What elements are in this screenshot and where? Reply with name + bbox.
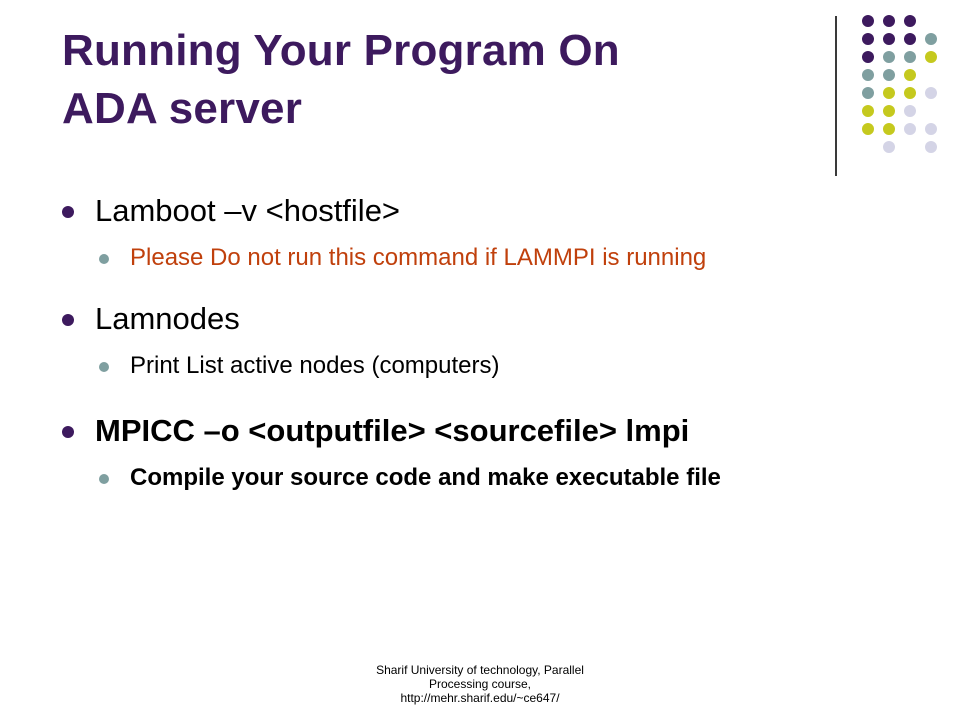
footer-line1: Sharif University of technology, Parallel — [376, 663, 584, 677]
bullet-dot-icon — [99, 254, 109, 264]
sub-bullet-item — [62, 240, 852, 276]
sub-bullet-text: Print List active nodes (computers) — [130, 352, 500, 379]
slide-title-line1: Running Your Program On — [62, 26, 620, 75]
decor-dot — [883, 87, 895, 99]
dot-grid-icon — [854, 15, 946, 155]
decor-dot — [883, 15, 895, 27]
bullet-item — [62, 298, 852, 340]
slide-title-line2: ADA server — [62, 84, 303, 133]
decor-dot — [883, 105, 895, 117]
decor-dot — [904, 15, 916, 27]
decor-dot — [904, 87, 916, 99]
bullet-dot-icon — [62, 426, 74, 438]
bullet-text: Lamboot –v <hostfile> — [95, 193, 401, 228]
decor-dot — [862, 15, 874, 27]
bullet-list — [62, 190, 852, 496]
decor-dot — [925, 123, 937, 135]
bullet-text: Lamnodes — [95, 301, 240, 336]
bullet-dot-icon — [99, 474, 109, 484]
sub-bullet-item — [62, 460, 852, 496]
decor-dot — [904, 69, 916, 81]
decor-dot — [904, 105, 916, 117]
bullet-dot-icon — [99, 362, 109, 372]
sub-bullet-item — [62, 348, 852, 384]
footer-line3: http://mehr.sharif.edu/~ce647/ — [400, 691, 560, 705]
decor-dot — [883, 141, 895, 153]
sub-bullet-text: Please Do not run this command if LAMMPI is running — [130, 244, 707, 271]
decor-dot — [862, 33, 874, 45]
decor-dot — [925, 87, 937, 99]
decor-dot — [904, 123, 916, 135]
decorative-divider-line — [835, 16, 837, 176]
decor-dot — [883, 69, 895, 81]
decor-dot — [925, 141, 937, 153]
decor-dot — [862, 105, 874, 117]
sub-bullet-text: Compile your source code and make executable file — [130, 464, 721, 491]
bullet-text: MPICC –o <outputfile> <sourcefile> lmpi — [95, 413, 690, 448]
decor-dot — [883, 51, 895, 63]
decor-dot — [904, 51, 916, 63]
decor-dot — [904, 33, 916, 45]
decor-dot — [862, 87, 874, 99]
decor-dot — [925, 51, 937, 63]
decor-dot — [862, 123, 874, 135]
bullet-dot-icon — [62, 314, 74, 326]
bullet-item — [62, 410, 852, 452]
decor-dot — [862, 69, 874, 81]
slide-title — [62, 22, 822, 138]
bullet-item — [62, 190, 852, 232]
footer-line2: Processing course, — [428, 677, 532, 691]
bullet-dot-icon — [62, 206, 74, 218]
slide-footer — [320, 663, 640, 705]
decor-dot — [883, 123, 895, 135]
decor-dot — [925, 33, 937, 45]
decor-dot — [883, 33, 895, 45]
decor-dot — [862, 51, 874, 63]
